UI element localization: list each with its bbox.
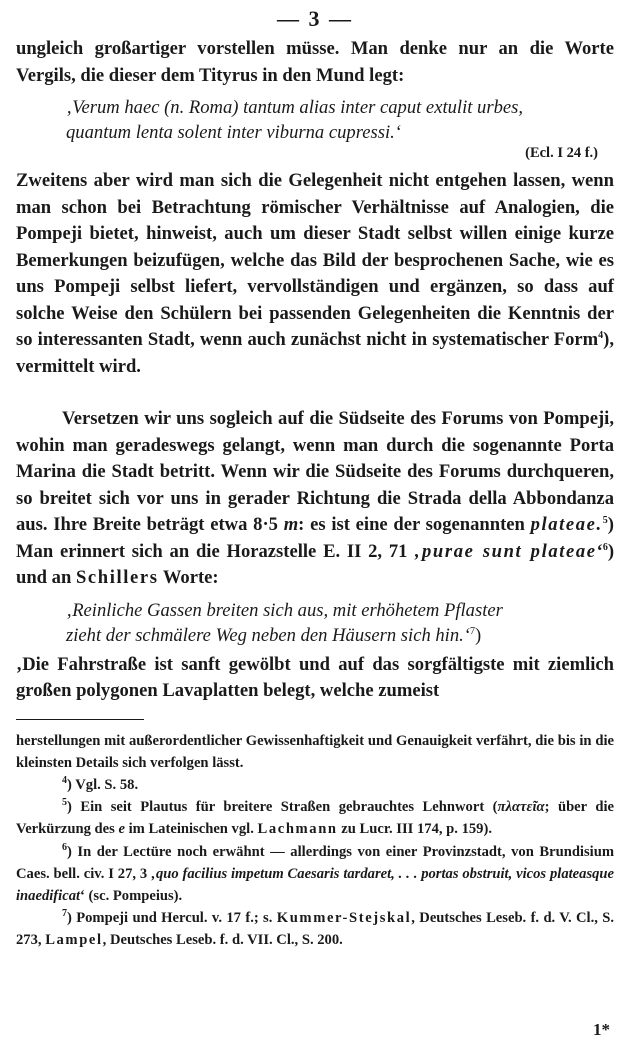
footnote-ref-4: 4 (598, 329, 604, 341)
footnote-4-text: ) Vgl. S. 58. (67, 776, 139, 793)
footnote-ref-7: 7 (470, 625, 475, 637)
footnote-6 (16, 841, 614, 908)
footnote-ref-6: 6 (602, 541, 608, 553)
footnote-7-mark: 7 (62, 908, 67, 920)
letter-e: e (118, 821, 125, 838)
paragraph-2-end: ), vermittelt wird. (16, 329, 614, 377)
vergil-quote-line-2: quantum lenta solent inter viburna cupressi.‘ (66, 122, 401, 143)
paragraph-3 (16, 406, 614, 592)
paragraph-1: ungleich großartiger vorstellen müsse. Man denke nur an die Worte Vergils, die dieser dem Tityrus in den Mund legt: (16, 38, 614, 86)
footnote-4 (16, 774, 614, 796)
measure-value: 8·5 (253, 514, 278, 535)
footnote-ref-7-close: ) (475, 624, 482, 646)
caesar-quote: ‚quo facilius impetum Caesaris tardaret, . . . portas obstruit, vicos plateasque inaedificat (16, 865, 615, 904)
page-number: — 3 — (277, 6, 353, 31)
vergil-quote-line-1: ‚Verum haec (n. Roma) tantum alias inter caput extulit urbes, (66, 97, 524, 118)
paragraph-3-part-b: : es ist eine der sogenannten (298, 514, 525, 535)
footnote-5-part-d: zu Lucr. III 174, p. 159). (341, 821, 492, 838)
name-lampel: Lampel (45, 932, 103, 949)
name-schillers: Schillers (75, 567, 159, 588)
name-kummer-stejskal: Kummer-Stejskal (276, 910, 412, 927)
footnote-7-part-a: ) Pompeji und Hercul. v. 17 f.; s. (67, 910, 273, 927)
paragraph-2-text: Zweitens aber wird man sich die Gelegenheit nicht entgehen lassen, wenn man schon bei Betrachtung römischer Verhältnisse auf Analogien, die Pompeji bietet, hinweist, auch um dieser Stadt selbst willen einige kurze Bemerkungen beizufügen, welche das Bild der besprochenen Sache, wie es uns Pompeji selbst liefert, vervollständigen und ergänzen, so dass auf solche Weise den Schülern bei passenden Gelegenheiten die Kenntnis der so interessanten Stadt, wenn auch zunächst nicht in systematischer Form (16, 170, 614, 350)
name-lachmann: Lachmann (257, 821, 338, 838)
footnote-5 (16, 796, 614, 840)
horace-quote: ‚purae sunt plateae (414, 540, 597, 562)
term-plateae: plateae. (530, 514, 603, 535)
footnote-divider (16, 719, 144, 720)
paragraph-3-part-a: Versetzen wir uns sogleich auf die Südseite des Forums von Pompeji, wohin man geradeswegs gelangt, wenn man durch die sogenannte Porta Marina die Stadt betritt. Wenn wir die Südseite des Forums durchqueren, so breitet sich vor uns in gerader Richtung die Strada della Abbondanza aus. Ihre Breite beträgt etwa (16, 408, 614, 535)
footnote-7 (16, 907, 614, 951)
schiller-quote-line-1: ‚Reinliche Gassen breiten sich aus, mit erhöhetem Pflaster (66, 599, 503, 621)
paragraph-3-part-c: ) Man erinnert sich an die Horazstelle E. II 2, 71 (16, 514, 614, 562)
measure-unit: m (283, 514, 299, 535)
schiller-quote-line-2-text: zieht der schmälere Weg neben den Häusern sich hin.‘ (66, 624, 470, 646)
paragraph-3-part-e: ) und an (16, 540, 615, 588)
footnote-4-mark: 4 (62, 775, 67, 787)
footnote-ref-5: 5 (602, 514, 608, 526)
footnote-5-part-c: im Lateinischen vgl. (128, 821, 254, 838)
horace-quote-close: ‘ (596, 540, 603, 562)
footnote-7-part-b: , Deutsches Leseb. f. d. V. Cl., S. 273, (16, 910, 614, 949)
paragraph-4: ‚Die Fahrstraße ist sanft gewölbt und auf das sorgfältigste mit ziemlich großen polygonen Lavaplatten belegt, welche zumeist (16, 653, 614, 701)
footnote-7-part-c: , Deutsches Leseb. f. d. VII. Cl., S. 200. (102, 932, 343, 949)
footnote-5-part-a: ) Ein seit Plautus für breitere Straßen gebrauchtes Lehnwort ( (67, 799, 498, 816)
footnote-5-mark: 5 (62, 797, 67, 809)
schiller-quote (66, 598, 614, 648)
greek-word: πλατεῖα (497, 799, 545, 816)
footnotes (16, 730, 614, 952)
footnote-continuation: herstellungen mit außerordentlicher Gewissenhaftigkeit und Genauigkeit verfährt, die bis in die kleinsten Details sich verfolgen lässt. (16, 732, 614, 771)
vergil-quote-source: (Ecl. I 24 f.) (525, 145, 598, 161)
paragraph-2 (16, 168, 614, 380)
footnote-6-part-b: ‘ (sc. Pompeius). (80, 887, 183, 904)
signature-mark: 1* (593, 1020, 610, 1039)
paragraph-3-part-f: Worte: (162, 567, 219, 588)
footnote-5-part-b: ; über die Verkürzung des (16, 799, 614, 838)
footnote-6-part-a: ) In der Lectüre noch erwähnt — allerdings von einer Provinzstadt, von Brundisium Caes. bell. civ. I 27, 3 (16, 843, 614, 882)
section-gap (16, 380, 614, 406)
schiller-quote-line-2 (66, 623, 614, 648)
footnote-6-mark: 6 (62, 841, 67, 853)
page (16, 0, 614, 1052)
vergil-quote (66, 95, 614, 145)
